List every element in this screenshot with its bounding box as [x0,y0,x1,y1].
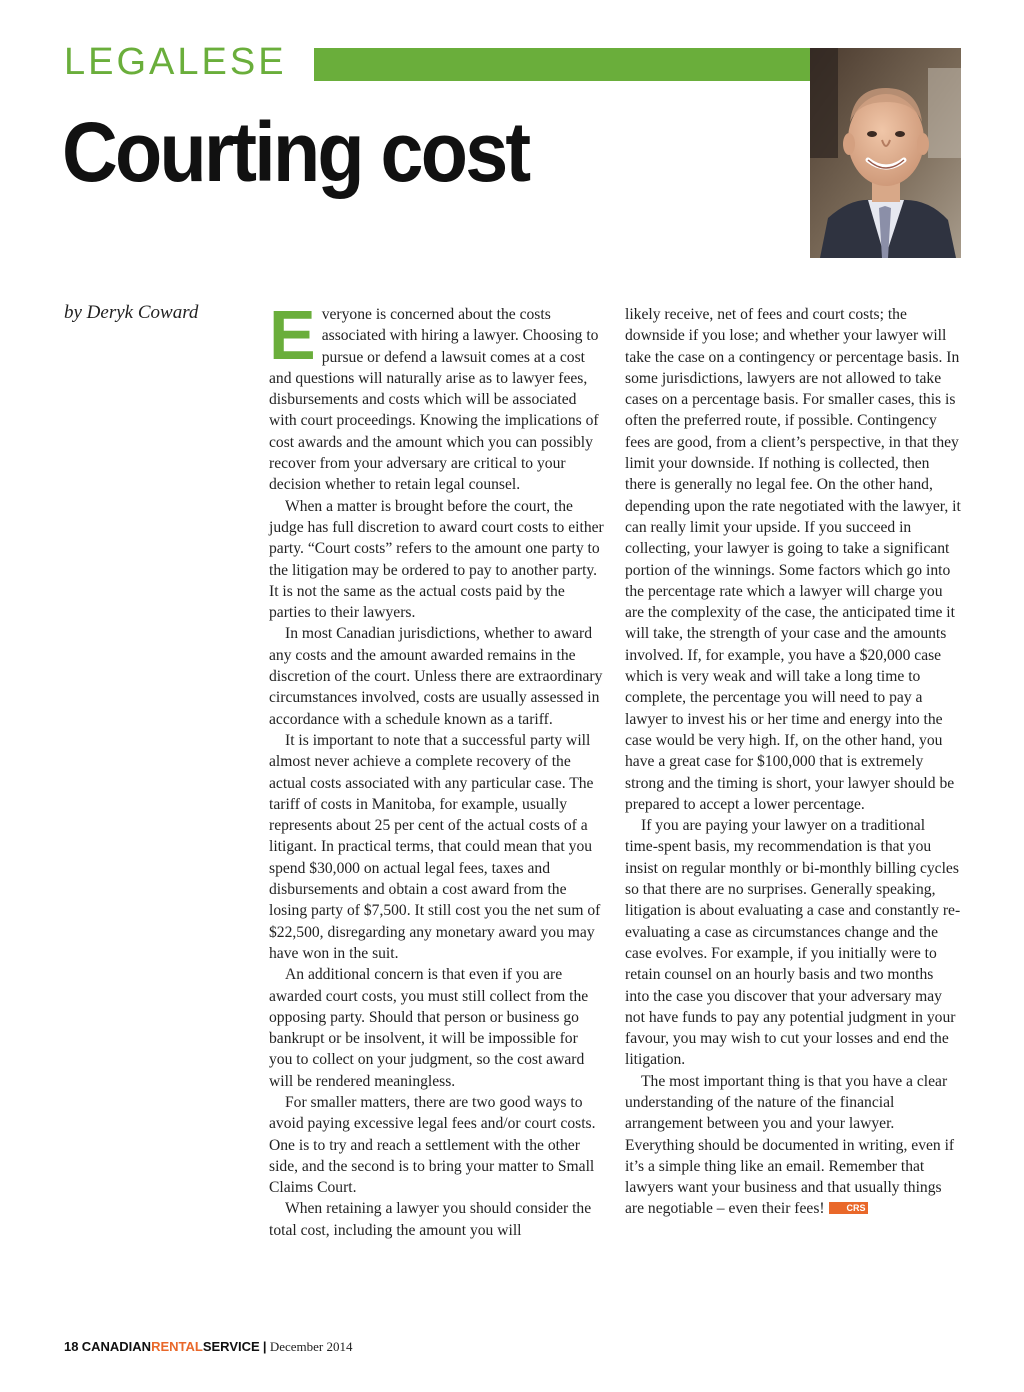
page-footer [64,1338,352,1356]
closing-paragraph-text: The most important thing is that you have a clear understanding of the nature of the financial arrangement between you and your lawyer. Everything should be documented in writing, even if it’s a simple thing like an email. Remember that lawyers want your business and that usually things are negotiable – even their fees! [625,1072,955,1218]
magazine-name-part2: RENTAL [151,1339,203,1354]
body-paragraph: If you are paying your lawyer on a traditional time-spent basis, my recommendation is that you insist on regular monthly or bi-monthly billing cycles so that there are no surprises. Generally speaking, litigation is about evaluating a case and constantly re-evaluating a case as circumstances change and the case evolves. For example, if you initially were to retain counsel on an hourly basis and two months into the case you discover that your adversary may not have funds to pay any potential judgment in your favour, you may wish to cut your losses and end the litigation. [625,817,961,1069]
magazine-name-part1: CANADIAN [81,1339,152,1354]
section-accent-bar [314,48,810,81]
end-of-story-mark: CRS [829,1202,868,1214]
body-paragraph: When a matter is brought before the court, the judge has full discretion to award court costs to either party. “Court costs” refers to the amount one party to the litigation may be ordered to pay to another party. It is not the same as the actual costs paid by the parties to their lawyers. [269,497,604,622]
footer-separator: | [262,1339,267,1354]
lead-paragraph [269,296,605,496]
magazine-name-part3: SERVICE [202,1339,260,1354]
body-paragraph: An additional concern is that even if you are awarded court costs, you must still collect from the opposing party. Should that person or business go bankrupt or be insolvent, it will be impossible for you to collect on your judgment, so the cost award will be rendered meaningless. [269,966,589,1090]
author-photo [810,48,961,258]
drop-cap: E [269,296,316,374]
section-label: LEGALESE [64,41,287,83]
article-column-2 [625,304,961,1220]
page-number: 18 [64,1339,79,1354]
body-paragraph: For smaller matters, there are two good ways to avoid paying excessive legal fees and/or court costs. One is to try and reach a settlement with the other side, and the second is to bring your matter to Small Claims Court. [269,1093,596,1197]
continued-paragraph: likely receive, net of fees and court costs; the downside if you lose; and whether your lawyer will take the case on a contingency or percentage basis. In some jurisdictions, lawyers are not allowed to take cases on a percentage basis. For smaller cases, this is often the preferred route, if possible. Contingency fees are good, from a client’s perspective, in that they limit your downside. If nothing is collected, then there is generally no legal fee. On the other hand, depending upon the rate negotiated with the lawyer, it can really limit your upside. If you succeed in collecting, your lawyer is going to take a significant portion of the winnings. Some factors which go into the percentage rate which a lawyer will charge you are the complexity of the case, the anticipated time it will take, the strength of your case and the amounts involved. If, for example, you have a $20,000 case which is very weak and will take a long time to complete, the percentage you will need to pay a lawyer to invest his or her time and energy into the case would be very high. If, on the other hand, you have a great case for $100,000 that is extremely strong and the timing is short, your lawyer should be prepared to accept a lower percentage. [625,306,961,813]
body-paragraph [625,1071,961,1220]
body-paragraph: In most Canadian jurisdictions, whether to award any costs and the amount awarded remains in the discretion of the court. Unless there are extraordinary circumstances involved, costs are usually assessed in accordance with a schedule known as a tariff. [269,625,603,728]
body-paragraph: It is important to note that a successful party will almost never achieve a complete recovery of the actual costs associated with any particular case. The tariff of costs in Manitoba, for example, usually represents about 25 per cent of the actual costs of a litigant. In practical terms, that could mean that you spend $30,000 on actual legal fees, taxes and disbursements and obtain a cost award from the losing party of $7,500. It still cost you the net sum of $22,500, disregarding any monetary award you may have won in the suit. [269,731,601,962]
issue-date: December 2014 [269,1339,353,1354]
headline: Courting cost [62,105,529,199]
article-column-1 [269,296,605,1241]
body-paragraph: When retaining a lawyer you should consider the total cost, including the amount you will [269,1200,592,1239]
lead-paragraph-text: veryone is concerned about the costs associated with hiring a lawyer. Choosing to pursue or defend a lawsuit comes at a cost and questions will naturally arise as to lawyer fees, disbursements and costs which will be associated with court proceedings. Knowing the implications of cost awards and the amount which you can possibly recover from your adversary are critical to your decision whether to retain legal counsel. [269,306,599,494]
byline: by Deryk Coward [64,302,199,323]
